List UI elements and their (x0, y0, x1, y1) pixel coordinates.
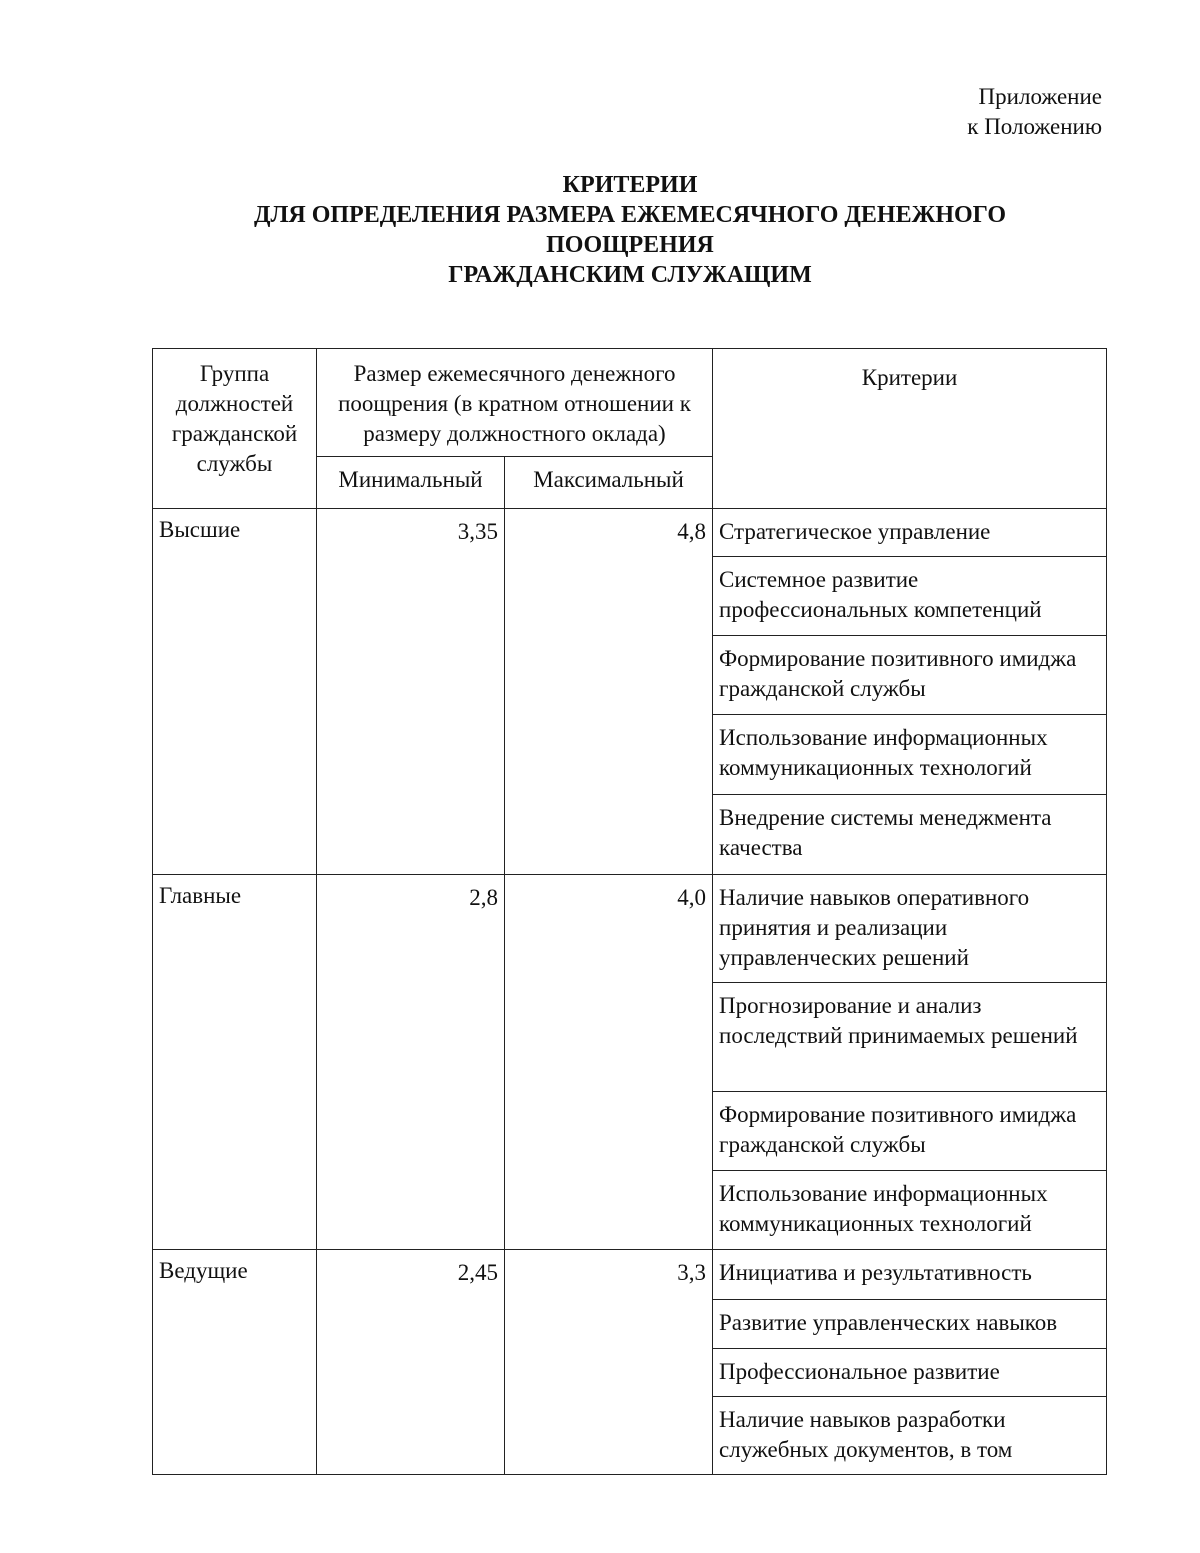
min-value-cell: 2,8 (317, 875, 505, 1250)
criterion-cell: Наличие навыков разработки служебных документов, в том (713, 1397, 1107, 1475)
criterion-cell: Использование информационных коммуникационных технологий (713, 715, 1107, 795)
header-min: Минимальный (317, 457, 505, 509)
min-value-cell: 2,45 (317, 1250, 505, 1475)
annex-line-2: к Положению (967, 114, 1102, 139)
min-value-cell: 3,35 (317, 509, 505, 875)
criterion-cell: Стратегическое управление (713, 509, 1107, 557)
title-line-1: КРИТЕРИИ (562, 172, 698, 198)
document-title (0, 170, 1200, 290)
title-line-3: ПООЩРЕНИЯ (546, 232, 714, 258)
header-reward-size: Размер ежемесячного денежного поощрения (в кратном отношении к размеру должностного оклада) (317, 349, 713, 457)
criterion-cell: Инициатива и результативность (713, 1250, 1107, 1300)
header-criteria: Критерии (713, 349, 1107, 509)
annex-line-1: Приложение (978, 84, 1102, 109)
criterion-cell: Формирование позитивного имиджа гражданской службы (713, 1092, 1107, 1171)
criterion-cell: Развитие управленческих навыков (713, 1300, 1107, 1349)
criterion-cell: Профессиональное развитие (713, 1349, 1107, 1397)
annex-note (967, 82, 1102, 142)
group-cell: Главные (153, 875, 317, 1250)
group-cell: Высшие (153, 509, 317, 875)
criterion-cell: Прогнозирование и анализ последствий принимаемых решений (713, 983, 1107, 1092)
criterion-cell: Формирование позитивного имиджа гражданской службы (713, 636, 1107, 715)
criterion-cell: Внедрение системы менеджмента качества (713, 795, 1107, 875)
criterion-cell: Системное развитие профессиональных компетенций (713, 557, 1107, 636)
header-max: Максимальный (505, 457, 713, 509)
group-cell: Ведущие (153, 1250, 317, 1475)
criterion-cell: Использование информационных коммуникационных технологий (713, 1171, 1107, 1250)
criteria-table (152, 348, 1107, 1475)
title-line-4: ГРАЖДАНСКИМ СЛУЖАЩИМ (448, 262, 812, 288)
header-group: Группа должностей гражданской службы (153, 349, 317, 509)
max-value-cell: 3,3 (505, 1250, 713, 1475)
title-line-2: ДЛЯ ОПРЕДЕЛЕНИЯ РАЗМЕРА ЕЖЕМЕСЯЧНОГО ДЕНЕЖНОГО (253, 202, 1007, 228)
max-value-cell: 4,8 (505, 509, 713, 875)
criterion-cell: Наличие навыков оперативного принятия и реализации управленческих решений (713, 875, 1107, 983)
max-value-cell: 4,0 (505, 875, 713, 1250)
